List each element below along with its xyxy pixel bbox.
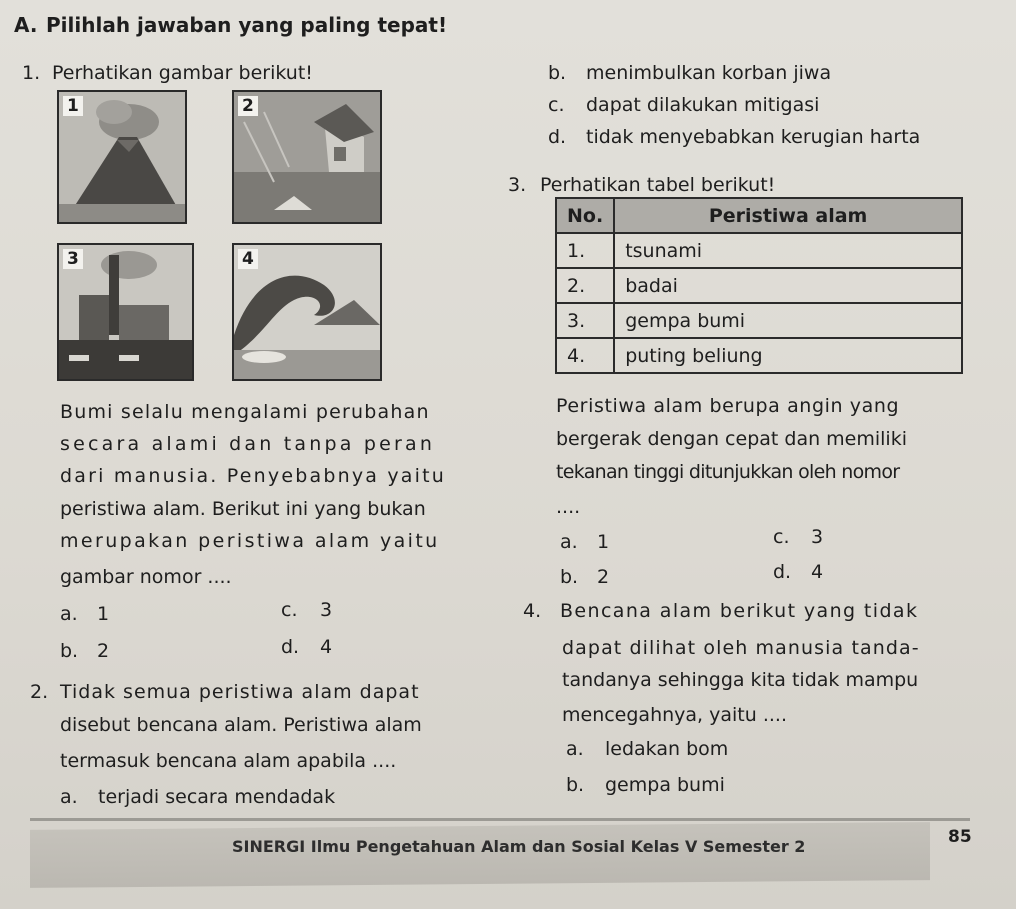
q3-option-c-value[interactable]: 3 <box>811 526 824 548</box>
image-factory <box>57 243 194 381</box>
image-number-3: 3 <box>63 249 83 269</box>
q2-option-b-value[interactable]: menimbulkan korban jiwa <box>586 62 832 84</box>
q2-option-a-label[interactable]: a. <box>60 786 78 808</box>
q2-text-line-2: disebut bencana alam. Peristiwa alam <box>60 714 422 736</box>
q1-text-line-4: peristiwa alam. Berikut ini yang bukan <box>60 498 426 520</box>
q2-option-c-value[interactable]: dapat dilakukan mitigasi <box>586 94 820 116</box>
q4-option-a-label[interactable]: a. <box>566 738 584 760</box>
table-row <box>556 303 962 338</box>
q3-text-line-1: Peristiwa alam berupa angin yang <box>556 395 900 417</box>
q4-text-line-2: dapat dilihat oleh manusia tanda- <box>562 637 920 659</box>
image-tsunami <box>232 243 382 381</box>
q2-option-c-label[interactable]: c. <box>548 94 565 116</box>
table-cell-no: 4. <box>556 338 614 373</box>
q2-option-d-label[interactable]: d. <box>548 126 567 148</box>
table-row <box>556 338 962 373</box>
q1-option-b-label[interactable]: b. <box>60 640 79 662</box>
footer-book-title: SINERGI Ilmu Pengetahuan Alam dan Sosial Kelas V Semester 2 <box>232 837 806 856</box>
q3-option-d-value[interactable]: 4 <box>811 561 824 583</box>
table-header-no: No. <box>556 198 614 233</box>
q3-option-b-value[interactable]: 2 <box>597 566 610 588</box>
table-header-row <box>556 198 962 233</box>
table-cell-event: puting beliung <box>614 338 962 373</box>
page-number: 85 <box>948 827 972 847</box>
events-table <box>555 197 963 374</box>
q1-option-c-label[interactable]: c. <box>281 599 298 621</box>
q3-text-line-2: bergerak dengan cepat dan memiliki <box>556 428 907 450</box>
table-cell-no: 1. <box>556 233 614 268</box>
q1-option-b-value[interactable]: 2 <box>97 640 110 662</box>
table-row <box>556 233 962 268</box>
q1-option-a-label[interactable]: a. <box>60 603 78 625</box>
q3-option-b-label[interactable]: b. <box>560 566 579 588</box>
image-number-4: 4 <box>238 249 258 269</box>
q1-text-line-6: gambar nomor .... <box>60 566 232 588</box>
q3-text-line-3: tekanan tinggi ditunjukkan oleh nomor <box>556 461 900 483</box>
q1-option-d-label[interactable]: d. <box>281 636 300 658</box>
image-number-1: 1 <box>63 96 83 116</box>
q1-option-a-value[interactable]: 1 <box>97 603 110 625</box>
q4-text-line-1: Bencana alam berikut yang tidak <box>560 600 919 622</box>
image-number-2: 2 <box>238 96 258 116</box>
q1-text-line-2: secara alami dan tanpa peran <box>60 433 436 455</box>
image-storm-house <box>232 90 382 224</box>
q2-option-b-label[interactable]: b. <box>548 62 567 84</box>
q1-text-line-3: dari manusia. Penyebabnya yaitu <box>60 465 447 487</box>
q3-option-d-label[interactable]: d. <box>773 561 792 583</box>
table-header-event: Peristiwa alam <box>614 198 962 233</box>
q3-prompt: Perhatikan tabel berikut! <box>540 174 776 196</box>
q4-option-a-value[interactable]: ledakan bom <box>605 738 729 760</box>
q2-option-a-value[interactable]: terjadi secara mendadak <box>98 786 336 808</box>
q2-option-d-value[interactable]: tidak menyebabkan kerugian harta <box>586 126 921 148</box>
q1-prompt: Perhatikan gambar berikut! <box>52 62 313 84</box>
section-instruction: Pilihlah jawaban yang paling tepat! <box>46 13 448 37</box>
q3-option-a-label[interactable]: a. <box>560 531 578 553</box>
q1-option-d-value[interactable]: 4 <box>320 636 333 658</box>
q4-option-b-value[interactable]: gempa bumi <box>605 774 725 796</box>
q4-option-b-label[interactable]: b. <box>566 774 585 796</box>
table-row <box>556 268 962 303</box>
q4-text-line-3: tandanya sehingga kita tidak mampu <box>562 669 919 691</box>
q1-text-line-1: Bumi selalu mengalami perubahan <box>60 401 430 423</box>
q3-option-a-value[interactable]: 1 <box>597 531 610 553</box>
table-cell-no: 3. <box>556 303 614 338</box>
section-label: A. <box>14 13 38 37</box>
q1-option-c-value[interactable]: 3 <box>320 599 333 621</box>
q2-text-line-1: Tidak semua peristiwa alam dapat <box>60 681 420 703</box>
q2-number: 2. <box>30 681 49 703</box>
footer-divider <box>30 818 970 821</box>
table-cell-event: gempa bumi <box>614 303 962 338</box>
q3-option-c-label[interactable]: c. <box>773 526 790 548</box>
q4-number: 4. <box>523 600 542 622</box>
table-cell-event: badai <box>614 268 962 303</box>
q2-text-line-3: termasuk bencana alam apabila .... <box>60 750 397 772</box>
table-cell-no: 2. <box>556 268 614 303</box>
q1-text-line-5: merupakan peristiwa alam yaitu <box>60 530 440 552</box>
q1-number: 1. <box>22 62 41 84</box>
table-cell-event: tsunami <box>614 233 962 268</box>
q3-number: 3. <box>508 174 527 196</box>
q4-text-line-4: mencegahnya, yaitu .... <box>562 704 787 726</box>
image-volcano <box>57 90 187 224</box>
q3-text-line-4: .... <box>556 496 581 518</box>
